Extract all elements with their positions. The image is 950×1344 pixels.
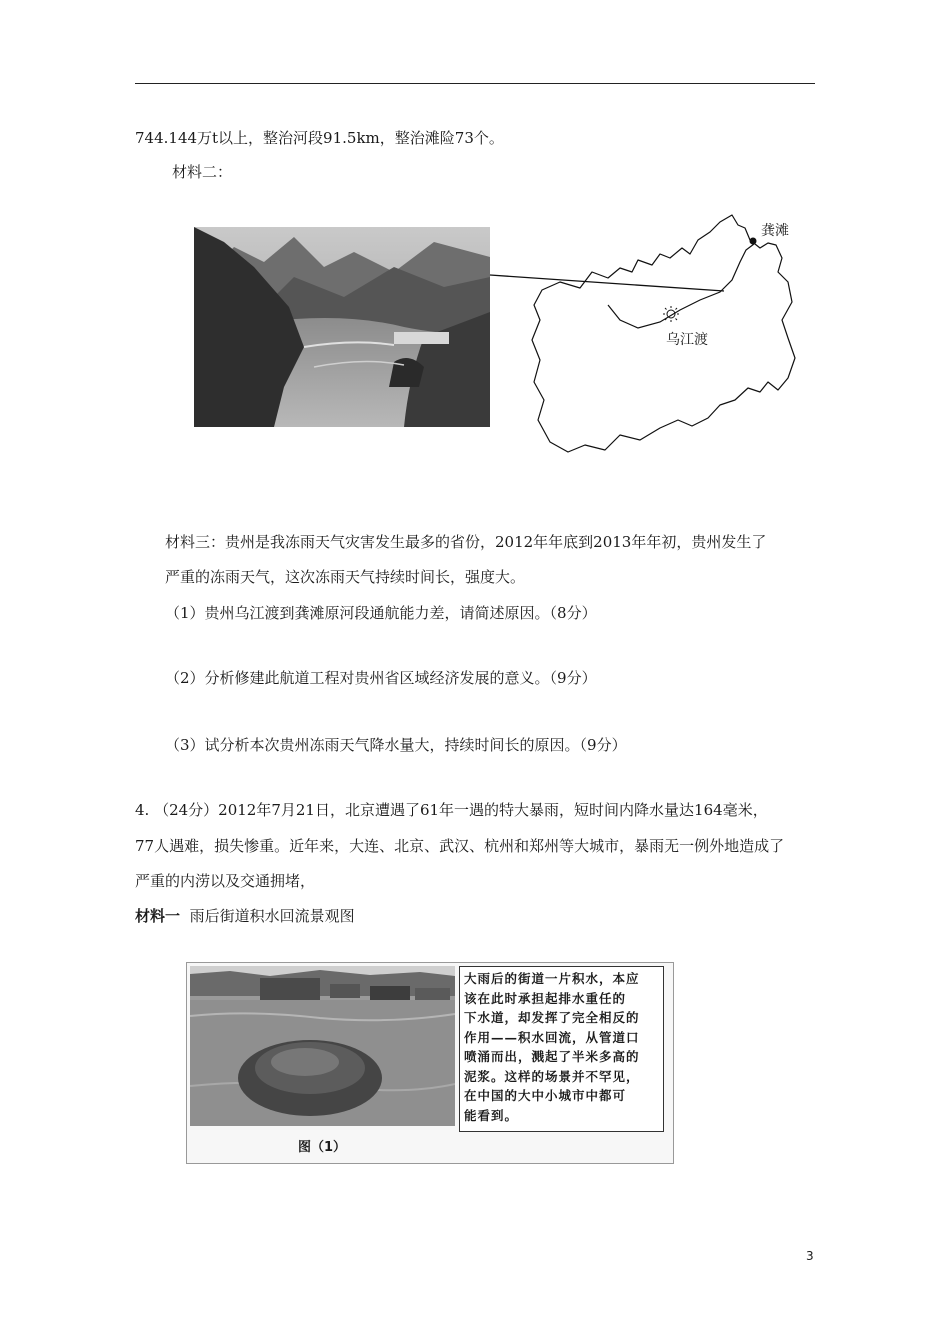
- intro-line: 744.144万t以上，整治河段91.5km，整治滩险73个。: [135, 129, 504, 147]
- figure-1-label: 图（1）: [297, 1140, 347, 1155]
- page-number: 3: [806, 1249, 814, 1263]
- material-three-line2: 严重的冻雨天气，这次冻雨天气持续时间长，强度大。: [165, 568, 526, 586]
- wujiangdu-label: 乌江渡: [666, 332, 708, 348]
- gongtan-dot-icon: [750, 238, 757, 245]
- problem-4-line1: 4. （24分）2012年7月21日，北京遭遇了61年一遇的特大暴雨，短时间内降水量达164毫米，: [135, 801, 768, 819]
- header-rule: [135, 83, 815, 84]
- question-3: （3）试分析本次贵州冻雨天气降水量大，持续时间长的原因。（9分）: [165, 736, 627, 754]
- material-one-heading: [135, 906, 355, 926]
- guizhou-map: [520, 210, 820, 460]
- material-three-line1: 材料三：贵州是我冻雨天气灾害发生最多的省份，2012年年底到2013年年初，贵州发生了: [165, 533, 767, 551]
- figure-1-caption: 大雨后的街道一片积水，本应 该在此时承担起排水重任的 下水道，却发挥了完全相反的 作用——积水回流，从管道口 喷涌而出，溅起了半米多高的 泥浆。这样的场景并不罕见， 在中国的大中小城市中都可 能看到。: [459, 966, 664, 1132]
- figure-1: [186, 962, 674, 1164]
- sun-symbol-icon: [663, 306, 679, 322]
- flooded-street-photo: [190, 966, 455, 1126]
- material-one-label: 材料一: [135, 907, 181, 925]
- problem-4-line2: 77人遇难，损失惨重。近年来，大连、北京、武汉、杭州和郑州等大城市，暴雨无一例外地造成了: [135, 837, 785, 855]
- gongtan-label: 龚滩: [761, 223, 789, 239]
- river-gorge-photo: [194, 227, 490, 427]
- question-1: （1）贵州乌江渡到龚滩原河段通航能力差，请简述原因。（8分）: [165, 604, 597, 622]
- material-two-label: 材料二：: [172, 163, 233, 181]
- material-one-title: 雨后街道积水回流景观图: [189, 907, 355, 925]
- question-2: （2）分析修建此航道工程对贵州省区域经济发展的意义。（9分）: [165, 669, 597, 687]
- problem-4-line3: 严重的内涝以及交通拥堵，: [135, 872, 316, 890]
